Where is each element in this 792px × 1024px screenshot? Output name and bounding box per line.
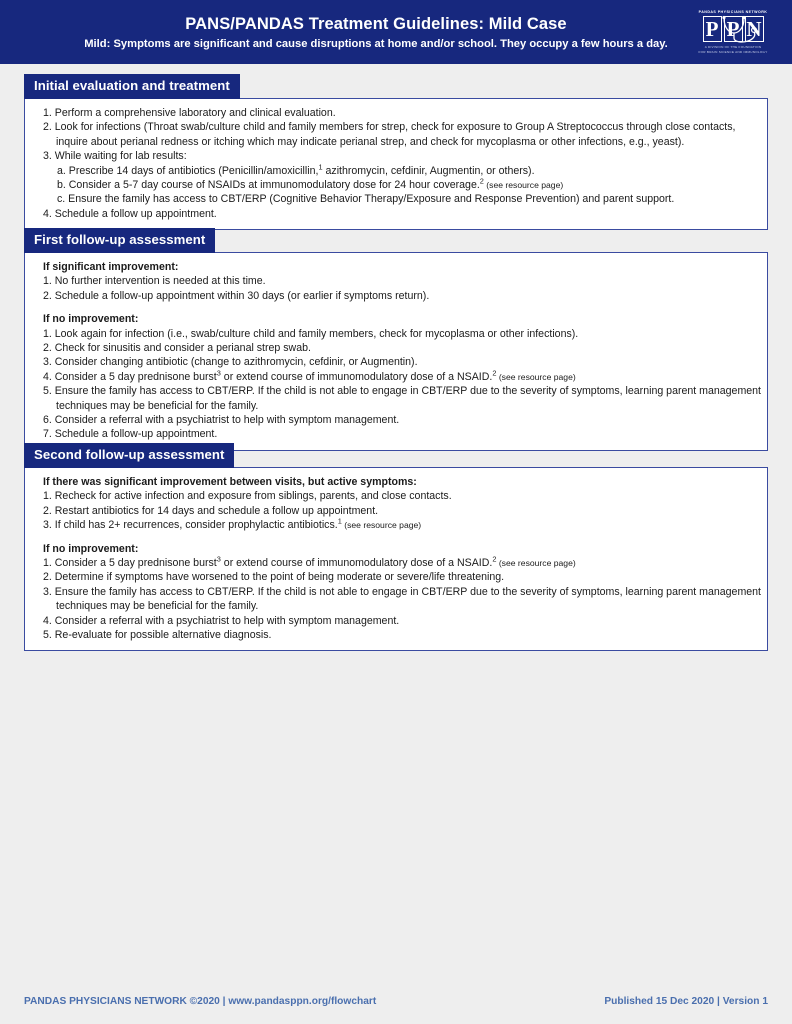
- list-line: 1. Recheck for active infection and exposure from siblings, parents, and close contacts.: [43, 490, 452, 503]
- footnote-marker: 2: [492, 368, 497, 378]
- section-subheading: If no improvement:: [43, 542, 139, 555]
- logo-mark: [700, 15, 766, 43]
- list-line: 3. While waiting for lab results:: [43, 150, 187, 163]
- list-line: 3. If child has 2+ recurrences, consider prophylactic antibiotics.$^1$ (see resource page): [43, 516, 422, 532]
- list-line: 3. Ensure the family has access to CBT/ERP. If the child is not able to engage in CBT/ERP due to the severity of symptoms, learning parent management: [43, 585, 761, 598]
- section-body-3: [24, 467, 768, 651]
- list-line: 4. Schedule a follow up appointment.: [43, 207, 217, 220]
- footer-org-link[interactable]: PANDAS PHYSICIANS NETWORK ©2020 | www.pandasppn.org/flowchart: [24, 996, 377, 1007]
- list-line: 5. Re-evaluate for possible alternative diagnosis.: [43, 629, 272, 642]
- resource-page-note: (see resource page): [341, 520, 422, 531]
- list-line: 2. Restart antibiotics for 14 days and schedule a follow up appointment.: [43, 504, 379, 517]
- section-tab-1: Initial evaluation and treatment: [24, 74, 240, 99]
- list-line: a. Prescribe 14 days of antibiotics (Penicillin/amoxicillin,$^1$ azithromycin, cefdinir, Augmentin, or others).: [57, 162, 535, 177]
- footnote-marker: 2: [492, 554, 497, 564]
- logo-tagline-line2: FOR BRAIN SCIENCE AND IMMUNOLOGY: [698, 49, 768, 54]
- list-line: techniques may be beneficial for the family.: [56, 399, 259, 412]
- list-line: 5. Ensure the family has access to CBT/ERP. If the child is not able to engage in CBT/ERP due to the severity of symptoms, learning parent management: [43, 385, 761, 398]
- footnote-marker: 1: [337, 516, 342, 526]
- logo-letter-p2: P: [724, 16, 743, 42]
- page-subtitle: Mild: Symptoms are significant and cause disruptions at home and/or school. They occupy a few hours a day.: [84, 37, 668, 50]
- resource-page-note: (see resource page): [496, 558, 576, 569]
- list-line: 3. Consider changing antibiotic (change to azithromycin, cefdinir, or Augmentin).: [43, 356, 418, 369]
- section-tab-2: First follow-up assessment: [24, 228, 215, 253]
- logo-letters: [700, 15, 766, 43]
- footnote-marker: 1: [318, 162, 323, 172]
- logo-tagline: [698, 45, 767, 54]
- list-line: 1. Perform a comprehensive laboratory and clinical evaluation.: [43, 107, 336, 119]
- footnote-marker: 3: [216, 554, 221, 564]
- resource-page-note: (see resource page): [483, 180, 564, 191]
- section-body-1: [24, 98, 768, 230]
- footnote-marker: 2: [479, 176, 484, 186]
- list-line: 4. Consider a referral with a psychiatrist to help with symptom management.: [43, 614, 400, 627]
- header-text-block: [84, 13, 708, 52]
- line-spacer: [35, 533, 757, 542]
- section-subheading: If no improvement:: [43, 313, 139, 326]
- logo-letter-n: N: [746, 17, 762, 42]
- list-line: 2. Check for sinusitis and consider a perianal strep swab.: [43, 342, 311, 355]
- page-footer: [0, 996, 792, 1007]
- logo-org-name: PANDAS PHYSICIANS NETWORK: [698, 9, 768, 14]
- ppn-logo: [692, 4, 774, 60]
- section-3: [24, 443, 768, 651]
- section-2: [24, 228, 768, 451]
- footer-version: Published 15 Dec 2020 | Version 1: [604, 996, 768, 1007]
- list-line: 4. Consider a 5 day prednisone burst$^3$ or extend course of immunomodulatory dose of a NSAID.$^2$ (see resource page): [43, 368, 576, 383]
- list-line: 2. Determine if symptoms have worsened to the point of being moderate or severe/life threatening.: [43, 571, 505, 584]
- page-title: PANS/PANDAS Treatment Guidelines: Mild Case: [185, 14, 567, 33]
- list-line: 1. Look again for infection (i.e., swab/culture child and family members, check for mycoplasma or other infections).: [43, 327, 579, 340]
- list-line: c. Ensure the family has access to CBT/ERP (Cognitive Behavior Therapy/Exposure and Response Prevention) and parent support.: [57, 193, 675, 206]
- section-tab-3: Second follow-up assessment: [24, 443, 234, 468]
- list-line: 7. Schedule a follow-up appointment.: [43, 428, 218, 441]
- line-spacer: [35, 303, 757, 312]
- list-line: 2. Look for infections (Throat swab/culture child and family members for strep, check for exposure to Group A Streptococcus through close contacts,: [43, 121, 736, 134]
- section-body-2: [24, 252, 768, 451]
- section-subheading: If there was significant improvement between visits, but active symptoms:: [43, 476, 417, 488]
- section-subheading: If significant improvement:: [43, 261, 179, 273]
- logo-tagline-line1: A DIVISION OF THE FOUNDATION: [704, 45, 762, 50]
- list-line: 1. No further intervention is needed at this time.: [43, 275, 266, 288]
- list-line: 2. Schedule a follow-up appointment within 30 days (or earlier if symptoms return).: [43, 289, 430, 302]
- logo-letter-p1: P: [703, 16, 722, 42]
- list-line: inquire about perianal redness or itching which may indicate perianal strep, and check for mycoplasma or other infections, e.g., yeast).: [56, 135, 685, 148]
- page-header-banner: [0, 0, 792, 64]
- list-line: 1. Consider a 5 day prednisone burst$^3$ or extend course of immunomodulatory dose of a NSAID.$^2$ (see resource page): [43, 554, 576, 570]
- list-line: techniques may be beneficial for the family.: [56, 600, 259, 613]
- section-1: [24, 74, 768, 230]
- list-line: 6. Consider a referral with a psychiatrist to help with symptom management.: [43, 414, 400, 427]
- footnote-marker: 3: [216, 368, 221, 378]
- list-line: b. Consider a 5-7 day course of NSAIDs at immunomodulatory dose for 24 hour coverage.$^2$ (see resource page): [57, 176, 564, 192]
- resource-page-note: (see resource page): [496, 371, 576, 382]
